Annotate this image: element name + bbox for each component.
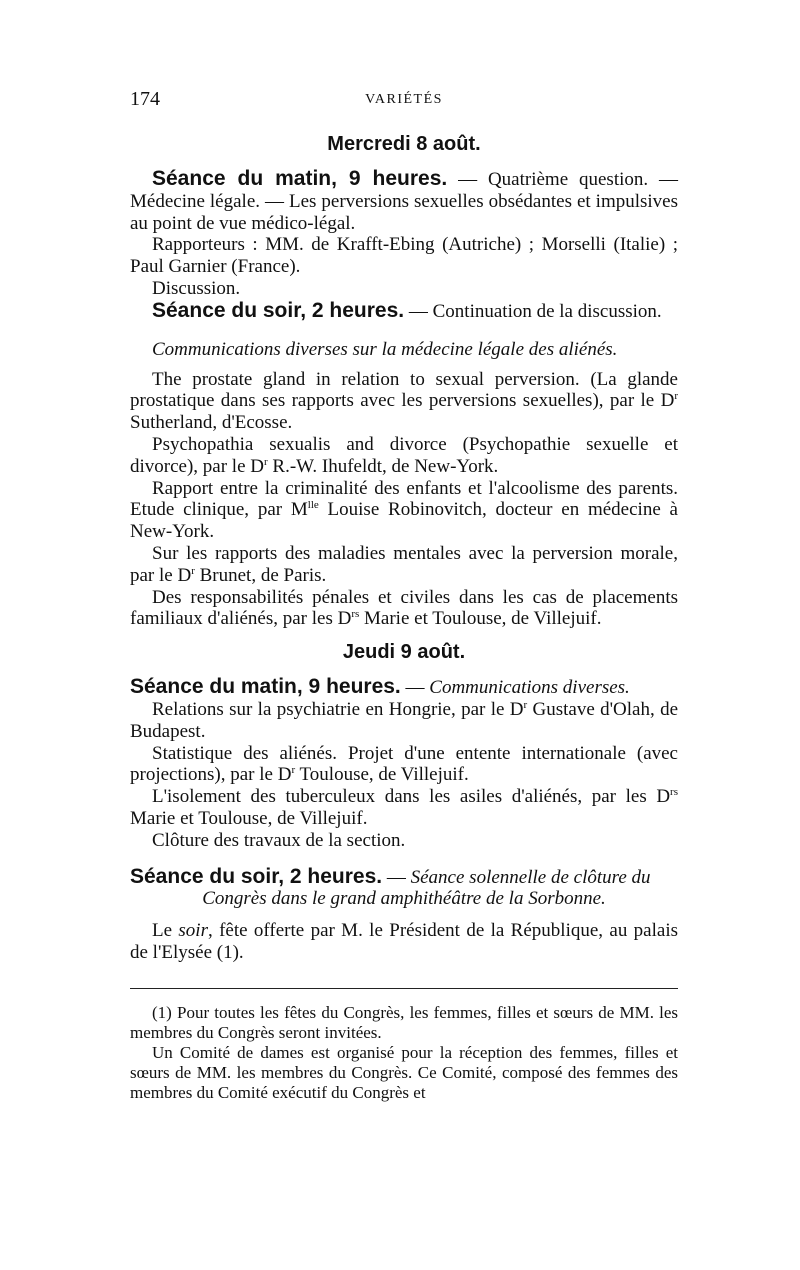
session-title: Séance du matin, 9 heures. xyxy=(130,675,401,699)
session-text-continuation: Congrès dans le grand amphithéâtre de la Sorbonne. xyxy=(202,888,606,910)
session-title: Séance du soir, 2 heures. xyxy=(130,864,383,888)
communication-item: Statistique des aliénés. Projet d'une entente internationale (avec projections), par le $D^r$ Toulouse, de Villejuif. xyxy=(130,742,678,786)
paragraph-cloture: Clôture des travaux de la section. xyxy=(152,829,406,851)
communication-item: Psychopathia sexualis and divorce (Psychopathie sexuelle et divorce), par le $D^r$ R.-W. Ihufeldt, de New-York. xyxy=(130,433,678,477)
closing-session xyxy=(130,866,678,964)
session-text: — Quatrième question. — Médecine légale. — Les perversions sexuelles obsédantes et impulsives au point de vue médico-légal. xyxy=(130,169,678,234)
session-text: Communications diverses. xyxy=(429,677,630,699)
footnote-paragraph: Un Comité de dames est organisé pour la réception des femmes, filles et sœurs de MM. les membres du Congrès. Ce Comité, composé des femmes des membres du Comité exécutif du Congrès et xyxy=(130,1042,678,1102)
day-heading-wednesday: Mercredi 8 août. xyxy=(327,133,481,155)
communications-heading: Communications diverses sur la médecine légale des aliénés. xyxy=(152,338,618,360)
running-title: VARIÉTÉS xyxy=(365,92,443,107)
communication-item: Relations sur la psychiatrie en Hongrie, par le $D^r$ Gustave d'Olah, de Budapest. xyxy=(130,698,678,742)
communication-item: Sur les rapports des maladies mentales avec la perversion morale, par le $D^r$ Brunet, de Paris. xyxy=(130,542,678,586)
footnote xyxy=(130,1003,678,1103)
footnote-paragraph: (1) Pour toutes les fêtes du Congrès, les femmes, filles et sœurs de MM. les membres du Congrès seront invitées. xyxy=(130,1002,678,1042)
page xyxy=(130,88,678,1103)
paragraph-discussion: Discussion. xyxy=(152,277,241,299)
session-title: Séance du soir, 2 heures. xyxy=(152,298,405,322)
communication-item: Rapport entre la criminalité des enfants et l'alcoolisme des parents. Etude clinique, par $M^{lle}$ Louise Robinovitch, docteur en médecine à New-York. xyxy=(130,477,678,543)
paragraph-morning-session-thursday: Séance du matin, 9 heures. — Communications diverses. xyxy=(130,675,630,699)
session-title: Séance du matin, 9 heures. xyxy=(152,167,448,190)
paragraph-morning-session xyxy=(130,168,678,234)
session-text: — Continuation de la discussion. xyxy=(404,300,662,322)
paragraph-evening-session xyxy=(130,300,678,323)
communication-item: L'isolement des tuberculeux dans les asiles d'aliénés, par les $D^{rs}$ Marie et Toulouse, de Villejuif. xyxy=(130,786,678,829)
communication-item: Des responsabilités pénales et civiles dans les cas de placements familiaux d'aliénés, par les $D^{rs}$ Marie et Toulouse, de Villejuif. xyxy=(130,586,678,630)
footnote-divider xyxy=(130,988,678,989)
communication-item: The prostate gland in relation to sexual perversion. (La glande prostatique dans ses rapports avec les perversions sexuelles), par le $D^r$ Sutherland, d'Ecosse. xyxy=(130,368,678,434)
paragraph-evening-session-thursday: Séance du soir, 2 heures. — Séance solennelle de clôture du xyxy=(130,864,651,888)
page-number: 174 xyxy=(130,88,160,110)
page-header xyxy=(130,88,678,116)
paragraph-rapporteurs: Rapporteurs : MM. de Krafft-Ebing (Autriche) ; Morselli (Italie) ; Paul Garnier (France). xyxy=(130,234,678,278)
paragraph-soir: Le soir, fête offerte par M. le Président de la République, au palais de l'Elysée (1). xyxy=(130,920,678,963)
day-heading-thursday: Jeudi 9 août. xyxy=(342,641,466,664)
